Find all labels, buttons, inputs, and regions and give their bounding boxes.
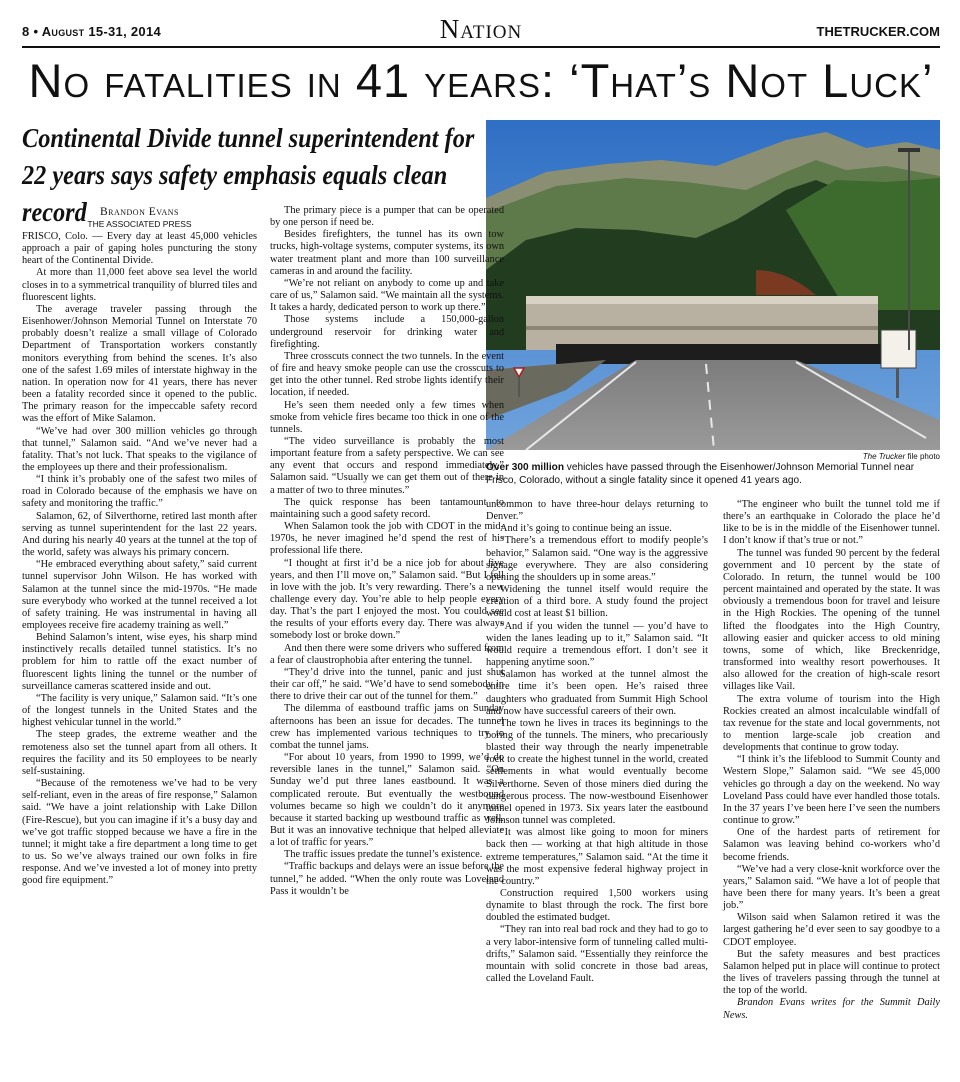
photo-caption [486, 462, 940, 487]
paragraph: The average traveler passing through the Eisenhower/Johnson Memorial Tunnel on Interstate 70 probably doesn’t realize a small village of Colorado Department of Transportation workers constantly monitors everything from behind the scenes. It’s also one of the safest 1.69 miles of interstate highway in the nation. In operation now for 41 years, there has never been a fatality recorded since it opened to the public. The primary reason for the impeccable safety record was the effort of Mike Salamon. [22, 303, 257, 425]
article-column-4 [723, 499, 940, 1073]
paragraph: “It was almost like going to moon for miners back then — working at that high altitude in those extreme temperatures,” Salamon said. “At the time it was the most expensive federal highway project in the country.” [486, 827, 708, 887]
paragraph: “They’d drive into the tunnel, panic and just shut their car off,” he said. “We’d have to send somebody in there to drive their car out of the tunnel for them.” [270, 666, 504, 703]
paragraph: Salamon has worked at the tunnel almost the entire time it’s been open. He’s raised three daughters who graduated from Summit High School and now have successful careers of their own. [486, 669, 708, 717]
paragraph: “He embraced everything about safety,” said current tunnel supervisor John Wilson. He has worked with Salamon at the tunnel since the mid-1970s. “He made sure everybody who worked at the tunnel received a lot of safety training. He was instrumental in having all employees receive fire academy training as well.” [22, 559, 257, 631]
paragraph: “I think it’s the lifeblood to Summit County and Western Slope,” Salamon said. “We see 45,000 vehicles go through a day on the weekend. No way Loveland Pass could have ever handled those totals. In the 37 years I’ve been here I’ve seen the numbers continue to grow.” [723, 754, 940, 827]
headline: No fatalities in 41 years: ‘That’s Not Luck’ [28, 54, 934, 107]
photo-credit [863, 452, 940, 461]
photo-credit-type: file photo [905, 452, 940, 461]
page-date: 8 • August 15-31, 2014 [22, 24, 162, 39]
paragraph: The tunnel was funded 90 percent by the federal government and 10 percent by the state of Colorado. In return, the tunnel would be 100 percent maintained and operated by the state. It was obviously a tremendous boon for travel and leisure in the High Rockies. The opening of the tunnel lifted the floodgates into the High Country, allowing easier and quicker access to old mining towns, some of which, like Breckenridge, transformed into wealthy resort powerhouses. It also allowed for the creation of high-scale resort villages like Vail. [723, 547, 940, 693]
paragraph: The dilemma of eastbound traffic jams on Sunday afternoons has been an issue for decades. The tunnel crew has implemented various techniques to try to combat the tunnel jams. [270, 703, 504, 751]
author-note: Brandon Evans writes for the Summit Daily News. [723, 997, 940, 1021]
paragraph: Widening the tunnel itself would require the creation of a third bore. A study found the project would cost at least $1 billion. [486, 584, 708, 620]
caption-text: vehicles have passed through the Eisenhower/Johnson Memorial Tunnel near Frisco, Colorado, without a single fatality since it opened 41 years ago. [486, 462, 915, 486]
paragraph: “They ran into real bad rock and they had to go to a very labor-intensive form of tunneling called multi-drifts,” Salamon said. “Essentially they reinforce the mountain with solid concrete in those bad areas, called the Loveland Fault. [486, 924, 708, 985]
paragraph: Salamon, 62, of Silverthorne, retired last month after serving as tunnel superintendent for the last 22 years. And during his nearly 40 years at the tunnel at the top of the world, safety was always his primary concern. [22, 510, 257, 559]
paragraph: But the safety measures and best practices Salamon helped put in place will continue to protect the lives of travelers passing through the tunnel at the top of the world. [723, 948, 940, 997]
byline-author: Brandon Evans [99, 206, 180, 218]
article-column-2 [270, 205, 504, 1073]
paragraph: “The facility is very unique,” Salamon said. “It’s one of the longest tunnels in the United States and the highest vehicular tunnel in the world.” [22, 692, 257, 729]
paragraph: The primary piece is a pumper that can be operated by one person if need be. [270, 205, 504, 229]
paragraph: At more than 11,000 feet above sea level the world closes in to a symmetrical tranquility of blurred tiles and fluorescent lights. [22, 267, 257, 303]
caption-lead: Over 300 million [486, 462, 564, 473]
article-column-1 [22, 231, 257, 1073]
section-title: Nation [439, 14, 523, 44]
paragraph: Wilson said when Salamon retired it was the largest gathering he’d ever seen to say goodbye to a CDOT employee. [723, 912, 940, 948]
paragraph: “We’ve had over 300 million vehicles go through that tunnel,” Salamon said. “And we’ve never had a fatality. That’s not luck. That speaks to the vigilance of the employees up there and their professionalism. [22, 425, 257, 473]
paragraph: Besides firefighters, the tunnel has its own tow trucks, high-voltage systems, computer systems, its own water treatment plant and more than 100 surveillance cameras in and around the facility. [270, 229, 504, 277]
paragraph: One of the hardest parts of retirement for Salamon was leaving behind co-workers who’d become friends. [723, 827, 940, 863]
paragraph: “We’re not reliant on anybody to come up and take care of us,” Salamon said. “We maintain all the systems. It takes a hardy, dedicated person to work up there.” [270, 277, 504, 314]
paragraph: When Salamon took the job with CDOT in the mid-1970s, he never imagined he’d spend the rest of his professional life there. [270, 521, 504, 557]
paragraph: “Because of the remoteness we’ve had to be very self-reliant, even in the areas of fire response,” Salamon said. “We have a joint relationship with Lake Dillon (Fire-Rescue), but you can imagine if it’s a busy day and we’ve got traffic stopped because we have a fire in the tunnel; it might take a fire department a long time to get to us. So we’ve always trained our own folks in fire response. And we’ve invested a lot of money into pretty good fire equipment.” [22, 778, 257, 887]
paragraph: “The video surveillance is probably the most important feature from a safety perspective. We can see any event that occurs and respond immediately,” Salamon said. “Usually we can get them out of there in a matter of two to three minutes.” [270, 435, 504, 496]
byline [22, 206, 257, 229]
paragraph: And then there were some drivers who suffered from a fear of claustrophobia after entering the tunnel. [270, 642, 504, 666]
paragraph: The quick response has been tantamount to maintaining such a good safety record. [270, 496, 504, 520]
paragraph: Three crosscuts connect the two tunnels. In the event of fire and heavy smoke people can use the crosscuts to get into the other tunnel. Red strobe lights identify their location, if needed. [270, 350, 504, 399]
paragraph: “And if you widen the tunnel — you’d have to widen the lanes leading up to it,” Salamon said. “It would require a tremendous effort. I don’t see it happening anytime soon.” [486, 620, 708, 669]
paragraph: “The engineer who built the tunnel told me if there’s an earthquake in Colorado the place he’d like to be is in the middle of the Eisenhower tunnel. I don’t know if that’s true or not.” [723, 499, 940, 547]
paragraph: The extra volume of tourism into the High Rockies created an almost incalculable windfall of tax revenue for the state and local governments, not to mention large-scale job creation and developments that continue to grow today. [723, 693, 940, 754]
paragraph: “Traffic backups and delays were an issue before the tunnel,” he added. “When the only route was Loveland Pass it wouldn’t be [270, 861, 504, 897]
paragraph: And it’s going to continue being an issue. [500, 523, 672, 535]
paragraph: Construction required 1,500 workers using dynamite to blast through the rock. The first bore doubled the estimated budget. [486, 888, 708, 924]
masthead [22, 14, 940, 46]
paragraph: The town he lives in traces its beginnings to the boring of the tunnels. The miners, who precariously blasted their way through the nearly impenetrable rock to create the highest tunnel in the world, created settlements in what would eventually become Silverthorne. Seven of those miners died during the dangerous process. The now-westbound Eisenhower tunnel opened in 1973. Six years later the eastbound Johnson tunnel was completed. [486, 717, 708, 827]
paragraph: “We’ve had a very close-knit workforce over the years,” Salamon said. “We have a lot of people that have been there for many years. It’s been a great job.” [723, 863, 940, 912]
paragraph: “There’s a tremendous effort to modify people’s behavior,” Salamon said. “One way is the aggressive signage everywhere. They are also considering opening the shoulders up in some areas.” [486, 535, 708, 583]
paragraph: He’s seen them needed only a few times when smoke from vehicle fires became too thick in one of the tunnels. [270, 399, 504, 435]
paragraph: Behind Salamon’s intent, wise eyes, his sharp mind instinctively recalls detailed tunnel statistics. It’s no problem for him to rattle off the exact number of fluorescent lights lining the tunnel or the number of surveillance cameras scattered inside and out. [22, 632, 257, 692]
paragraph: Those systems include a 150,000-gallon underground reservoir for drinking water and firefighting. [270, 314, 504, 350]
site-name: THETRUCKER.COM [816, 24, 940, 39]
paragraph: The steep grades, the extreme weather and the remoteness also set the tunnel apart from all others. It requires the facility and its 50 employees to be nearly self-sustaining. [22, 729, 257, 777]
paragraph: FRISCO, Colo. — Every day at least 45,000 vehicles approach a pair of gaping holes puncturing the stony heart of the Continental Divide. [22, 231, 257, 267]
article-column-3 [486, 499, 708, 1073]
masthead-rule [22, 46, 940, 48]
paragraph: The traffic issues predate the tunnel’s existence. [284, 849, 483, 861]
byline-org: THE ASSOCIATED PRESS [87, 219, 192, 229]
paragraph: “For about 10 years, from 1990 to 1999, we’d do reversible lanes in the tunnel,” Salamon said. “On Sunday we’d put three lanes eastbound. It was a complicated reroute. But eventually the westbound volumes became so high we couldn’t do it anymore because it started backing up westbound traffic as well. But it was an innovative technique that helped alleviate a lot of traffic for years.” [270, 752, 504, 849]
paragraph: “I thought at first it’d be a nice job for about five years, and then I’ll move on,” Salamon said. “But I fell in love with the job. It’s very rewarding. There’s a new challenge every day. You’re able to help people every day. That’s the part I enjoyed the most. You could see the results of your efforts every day. There was always somebody lost or broke down.” [270, 557, 504, 642]
paragraph: “I think it’s probably one of the safest two miles of road in Colorado because of the emphasis we have on safety and monitoring the traffic.” [22, 474, 257, 510]
subhead: Continental Divide tunnel superintendent for 22 years says safety emphasis equals clean record [22, 123, 475, 227]
photo-credit-source: The Trucker [862, 452, 906, 461]
tunnel-photo [486, 120, 940, 450]
paragraph: uncommon to have three-hour delays returning to Denver.” [486, 499, 708, 523]
